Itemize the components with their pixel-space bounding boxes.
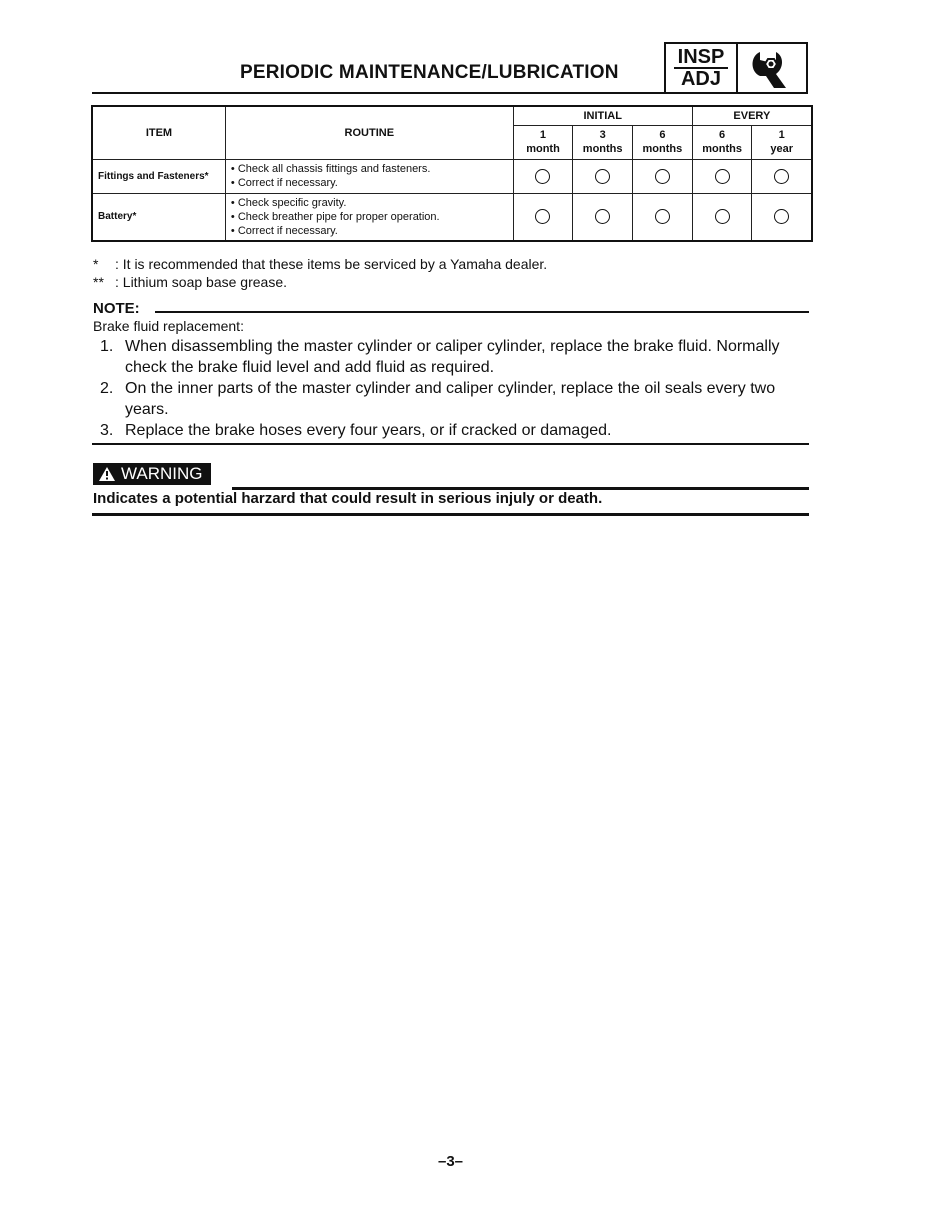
footnote: * : It is recommended that these items be serviced by a Yamaha dealer. [93, 256, 548, 272]
header-initial: INITIAL [513, 106, 692, 125]
table-row [92, 159, 812, 193]
check-mark [633, 193, 693, 241]
period-every-6-months: 6 months [692, 125, 752, 159]
check-mark [513, 193, 573, 241]
check-mark [633, 159, 693, 193]
footnote: ** : Lithium soap base grease. [93, 274, 287, 290]
note-heading: NOTE: [93, 300, 140, 317]
wrench-nut-icon [738, 44, 806, 92]
check-mark [513, 159, 573, 193]
period-3-months: 3 months [573, 125, 633, 159]
list-item: 3. Replace the brake hoses every four years, or if cracked or damaged. [100, 422, 612, 439]
maintenance-table [91, 105, 813, 242]
warning-triangle-icon [99, 467, 115, 481]
title-rule [92, 92, 664, 94]
header-routine: ROUTINE [225, 106, 513, 159]
check-mark [752, 159, 812, 193]
note-list [100, 336, 815, 441]
check-mark [692, 193, 752, 241]
badge-insp: INSP [674, 47, 729, 69]
badge-adj: ADJ [680, 68, 721, 90]
header-every: EVERY [692, 106, 812, 125]
check-mark [573, 193, 633, 241]
check-mark [692, 159, 752, 193]
warning-text: Indicates a potential harzard that could result in serious injuly or death. [93, 490, 603, 507]
period-1-month: 1 month [513, 125, 573, 159]
routine-cell: • Check specific gravity. • Check breather pipe for proper operation. • Correct if necessary. [225, 193, 513, 241]
insp-adj-badge [664, 42, 808, 94]
list-item: 1. When disassembling the master cylinder or caliper cylinder, replace the brake fluid. Normally check the brake fluid level and add fluid as required. [100, 338, 780, 376]
table-row [92, 193, 812, 241]
header-item: ITEM [92, 106, 225, 159]
note-rule [155, 311, 809, 313]
check-mark [752, 193, 812, 241]
divider [92, 443, 809, 445]
page-title: PERIODIC MAINTENANCE/LUBRICATION [240, 62, 619, 83]
period-6-months: 6 months [633, 125, 693, 159]
routine-cell: • Check all chassis fittings and fasteners. • Correct if necessary. [225, 159, 513, 193]
note-subtitle: Brake fluid replacement: [93, 318, 244, 334]
period-every-1-year: 1 year [752, 125, 812, 159]
badge-text [666, 44, 738, 92]
footnotes [93, 255, 547, 291]
page-number: –3– [438, 1153, 464, 1170]
divider [92, 513, 809, 516]
warning-label: WARNING [93, 463, 211, 485]
check-mark [573, 159, 633, 193]
list-item: 2. On the inner parts of the master cylinder and caliper cylinder, replace the oil seals every two years. [100, 380, 776, 418]
item-cell: Fittings and Fasteners* [92, 159, 225, 193]
item-cell: Battery* [92, 193, 225, 241]
